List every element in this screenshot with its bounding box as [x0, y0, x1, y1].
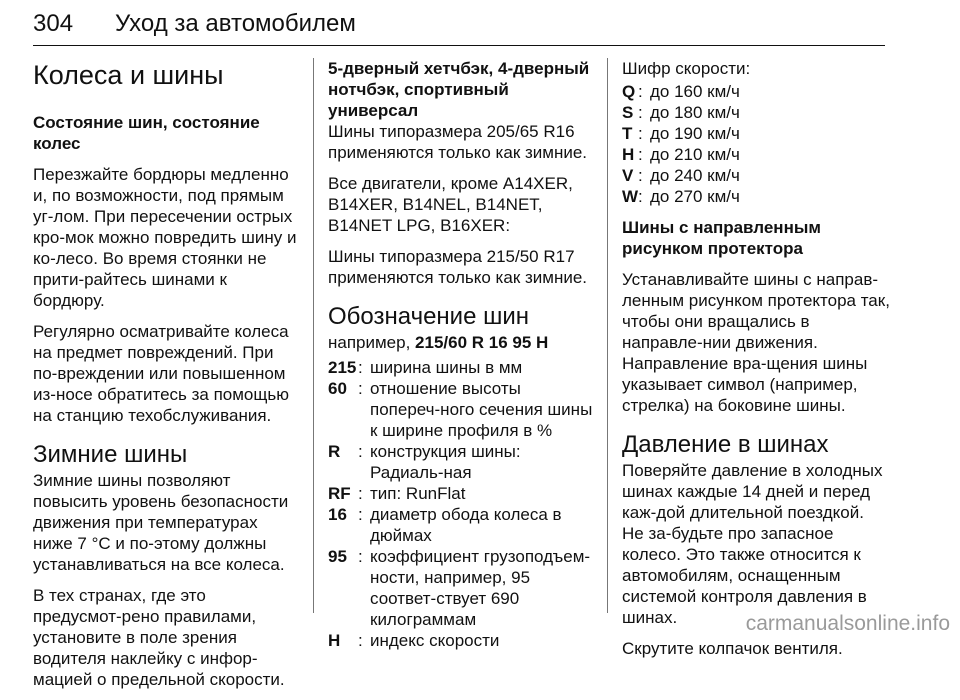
colon-separator: : — [358, 547, 363, 566]
designation-row-description: тип: RunFlat — [370, 484, 466, 503]
colon-separator: : — [358, 358, 363, 377]
section-title: Уход за автомобилем — [115, 10, 356, 37]
speed-code-row-description: до 190 км/ч — [650, 124, 740, 143]
speed-code-row-description: до 180 км/ч — [650, 103, 740, 122]
body-type-heading: 5-дверный хетчбэк, 4-дверный нотчбэк, спортивный универсал — [328, 59, 590, 120]
designation-row — [328, 483, 594, 504]
directional-paragraph: Устанавливайте шины с направ-ленным рисунком протектора так, чтобы они вращались в направле-нии движения. Направление вра-щения шины указывает символ (например, стрелка) на боковине шины. — [622, 270, 890, 415]
designation-row-term: R — [328, 442, 341, 461]
colon-separator: : — [358, 505, 363, 524]
designation-row — [328, 378, 594, 441]
speed-code-row-description: до 210 км/ч — [650, 145, 740, 164]
designation-row-description: коэффициент грузоподъем-ности, например, 95 соответ-ствует 690 килограммам — [370, 547, 591, 629]
winter-heading: Зимние шины — [33, 441, 188, 468]
designation-row-description: индекс скорости — [370, 631, 500, 650]
colon-separator: : — [638, 166, 643, 185]
designation-list — [328, 357, 594, 651]
colon-separator: : — [638, 145, 643, 164]
speed-code-row — [622, 165, 890, 186]
speed-code-row-term: Q — [622, 82, 636, 101]
speed-code-row-term: W — [622, 187, 639, 206]
tyre-size-paragraph: Шины типоразмера 205/65 R16 применяются только как зимние. — [328, 122, 588, 162]
speed-code-row-term: V — [622, 166, 634, 185]
colon-separator: : — [638, 103, 643, 122]
pressure-heading: Давление в шинах — [622, 431, 829, 458]
designation-row — [328, 357, 594, 378]
designation-row-term: 215 — [328, 358, 357, 377]
page-number: 304 — [33, 10, 74, 37]
colon-separator: : — [358, 379, 363, 398]
header-rule — [33, 45, 885, 46]
speed-code-row — [622, 186, 890, 207]
column-divider — [607, 58, 608, 613]
column-middle — [328, 58, 594, 651]
designation-row — [328, 630, 594, 651]
speed-code-row-term: S — [622, 103, 634, 122]
watermark: carmanualsonline.info — [745, 612, 950, 635]
winter-paragraph: Зимние шины позволяют повысить уровень безопасности движения при температурах ниже 7 °C и по-этому должны устанавливаться на все колеса. — [33, 471, 289, 574]
chapter-title: Колеса и шины — [33, 60, 224, 90]
designation-row-description: отношение высоты попереч-ного сечения шины к ширине профиля в % — [370, 379, 593, 440]
colon-separator: : — [638, 82, 643, 101]
column-left — [33, 58, 297, 700]
speed-code-row — [622, 81, 890, 102]
pressure-paragraph: Поверяйте давление в холодных шинах каждые 14 дней и перед каж-дой длительной поездкой. Не за-будьте про запасное колесо. Это также относится к автомобилям, оснащенным системой контроля давления в шинах. — [622, 461, 883, 627]
designation-row-description: диаметр обода колеса в дюймах — [370, 505, 562, 545]
designation-row-term: 16 — [328, 505, 347, 524]
speed-intro: Шифр скорости: — [622, 59, 751, 78]
condition-heading: Состояние шин, состояние колес — [33, 113, 260, 153]
designation-row-description: конструкция шины: Радиаль-ная — [370, 442, 521, 482]
example-line — [328, 332, 594, 353]
winter-paragraph: В тех странах, где это предусмот-рено правилами, установите в поле зрения водителя наклейку с инфор-мацией о предельной скорости. — [33, 586, 285, 689]
speed-code-row-description: до 240 км/ч — [650, 166, 740, 185]
column-right — [622, 58, 890, 669]
colon-separator: : — [358, 442, 363, 461]
designation-row — [328, 546, 594, 630]
engines-paragraph: Все двигатели, кроме A14XER, B14XER, B14NEL, B14NET, B14NET LPG, B16XER: — [328, 174, 573, 235]
speed-code-list — [622, 81, 890, 207]
directional-heading: Шины с направленным рисунком протектора — [622, 218, 821, 258]
pressure-paragraph: Скрутите колпачок вентиля. — [622, 639, 843, 658]
column-divider — [313, 58, 314, 613]
speed-code-row-term: H — [622, 145, 635, 164]
designation-row-term: 60 — [328, 379, 347, 398]
speed-code-row-description: до 270 км/ч — [650, 187, 740, 206]
speed-code-row — [622, 144, 890, 165]
example-prefix: например, — [328, 333, 416, 352]
condition-paragraph: Перезжайте бордюры медленно и, по возможности, под прямым уг-лом. При пересечении острых кро-мок можно повредить шину и ко-лесо. Во время стоянки не прити-райтесь шинами к бордюру. — [33, 165, 297, 310]
speed-code-row-description: до 160 км/ч — [650, 82, 740, 101]
page-header — [33, 0, 885, 48]
speed-code-row — [622, 102, 890, 123]
colon-separator: : — [638, 187, 643, 206]
designation-row-term: H — [328, 631, 341, 650]
designation-row — [328, 504, 594, 546]
designation-row-term: RF — [328, 484, 351, 503]
condition-paragraph: Регулярно осматривайте колеса на предмет повреждений. При по-вреждении или повышенном из-носе обратитесь за помощью на станцию техобслуживания. — [33, 322, 289, 425]
colon-separator: : — [358, 484, 363, 503]
colon-separator: : — [358, 631, 363, 650]
designation-heading: Обозначение шин — [328, 303, 530, 330]
tyre-size-paragraph: Шины типоразмера 215/50 R17 применяются только как зимние. — [328, 247, 588, 287]
speed-code-row — [622, 123, 890, 144]
designation-row-description: ширина шины в мм — [370, 358, 523, 377]
designation-row-term: 95 — [328, 547, 347, 566]
example-code: 215/60 R 16 95 H — [415, 333, 549, 352]
speed-code-row-term: T — [622, 124, 633, 143]
designation-row — [328, 441, 594, 483]
colon-separator: : — [638, 124, 643, 143]
